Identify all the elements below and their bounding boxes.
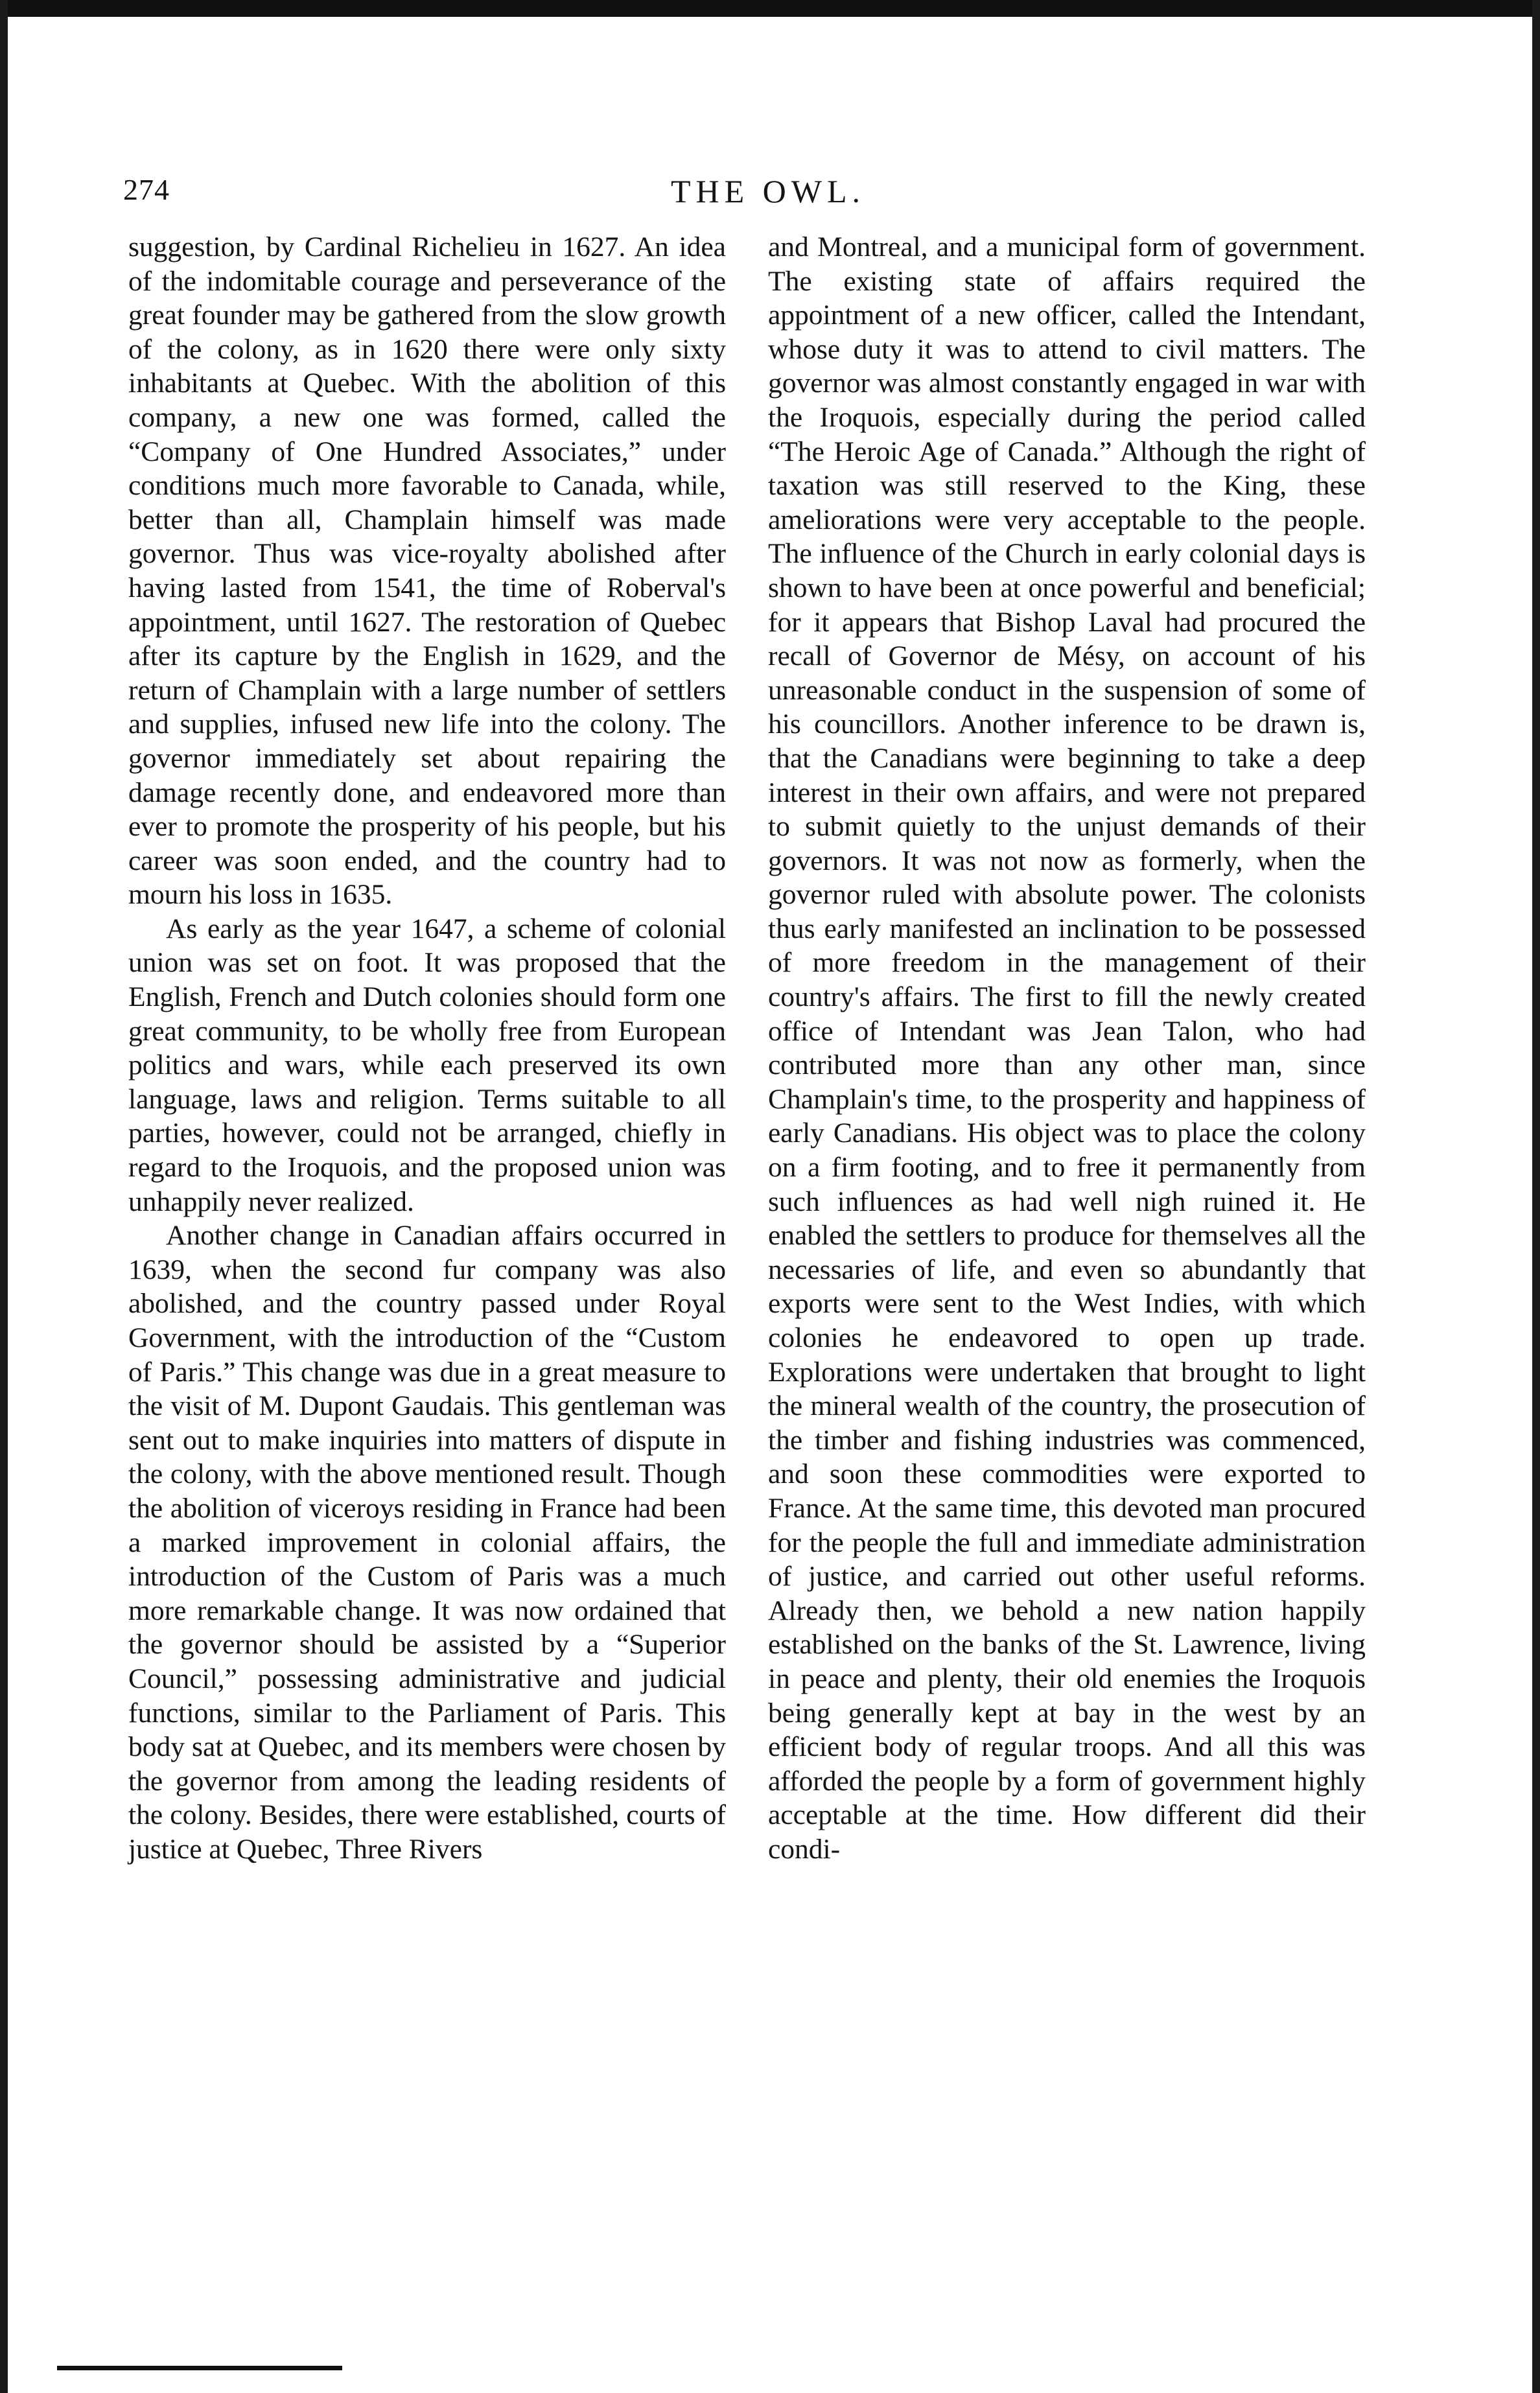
paragraph-intendant: and Montreal, and a municipal form of government. The existing state of affairs required the appointment of a new officer, called the Intendant, whose duty it was to attend to civil matters. The governor was almost constantly engaged in war with the Iroquois, especially during the period called “The Heroic Age of Canada.” Although the right of taxation was still reserved to the King, these ameliorations were very acceptable to the people. The influence of the Church in early colonial days is shown to have been at once powerful and beneficial; for it appears that Bishop Laval had procured the recall of Governor de Mésy, on account of his unreasonable conduct in the suspension of some of his councillors. Another inference to be drawn is, that the Canadians were beginning to take a deep interest in their own affairs, and were not prepared to submit quietly to the unjust demands of their governors. It was not now as formerly, when the governor ruled with absolute power. The colonists thus early manifested an inclination to be possessed of more freedom in the management of their country's affairs. The first to fill the newly created office of Intendant was Jean Talon, who had contributed more than any other man, since Champlain's time, to the prosperity and happiness of early Canadians. His object was to place the colony on a firm footing, and to free it permanently from such influences as had well nigh ruined it. He enabled the settlers to produce for themselves all the necessaries of life, and even so abundantly that exports were sent to the West Indies, with which colonies he endeavored to open up trade. Explorations were undertaken that brought to light the mineral wealth of the country, the prosecution of the timber and fishing industries was commenced, and soon these commodities were exported to France. At the same time, this devoted man procured for the people the full and immediate administration of justice, and carried out other useful reforms. Already then, we behold a new nation happily established on the banks of the St. Lawrence, living in peace and plenty, their old enemies the Iroquois being generally kept at bay in the west by an efficient body of regular troops. And all this was afforded the people by a form of government highly acceptable at the time. How different did their condi-	[768, 231, 1366, 1865]
right-text-column	[768, 230, 1366, 1867]
scan-border-left	[0, 0, 8, 2393]
paragraph-continued: suggestion, by Cardinal Richelieu in 1627. An idea of the indomitable courage and perseverance of the great founder may be gathered from the slow growth of the colony, as in 1620 there were only sixty inhabitants at Quebec. With the abolition of this company, a new one was formed, called the “Company of One Hundred Associates,” under conditions much more favorable to Canada, while, better than all, Champlain himself was made governor. Thus was vice-royalty abolished after having lasted from 1541, the time of Roberval's appointment, until 1627. The restoration of Quebec after its capture by the English in 1629, and the return of Champlain with a large number of settlers and supplies, infused new life into the colony. The governor immediately set about repairing the damage recently done, and endeavored more than ever to promote the prosperity of his people, but his career was soon ended, and the country had to mourn his loss in 1635.	[128, 231, 726, 911]
bottom-scan-mark	[57, 2366, 342, 2370]
page-number: 274	[123, 173, 170, 206]
scan-border-right	[1532, 0, 1540, 2393]
scan-border-top	[0, 0, 1540, 17]
journal-title: THE OWL.	[670, 173, 866, 209]
paragraph-royal-government: Another change in Canadian affairs occurred in 1639, when the second fur company was also abolished, and the country passed under Royal Government, with the introduction of the “Custom of Paris.” This change was due in a great measure to the visit of M. Dupont Gaudais. This gentleman was sent out to make inquiries into matters of dispute in the colony, with the above mentioned result. Though the abolition of viceroys residing in France had been a marked improvement in colonial affairs, the introduction of the Custom of Paris was a much more remarkable change. It was now ordained that the governor should be assisted by a “Superior Council,” possessing administrative and judicial functions, similar to the Parliament of Paris. This body sat at Quebec, and its members were chosen by the governor from among the leading residents of the colony. Besides, there were established, courts of justice at Quebec, Three Rivers	[128, 1220, 726, 1865]
running-head	[123, 172, 1413, 211]
left-text-column	[128, 230, 726, 1867]
paragraph-colonial-union: As early as the year 1647, a scheme of colonial union was set on foot. It was proposed that the English, French and Dutch colonies should form one great community, to be wholly free from European politics and wars, while each preserved its own language, laws and religion. Terms suitable to all parties, however, could not be arranged, chiefly in regard to the Iroquois, and the proposed union was unhappily never realized.	[128, 913, 726, 1217]
